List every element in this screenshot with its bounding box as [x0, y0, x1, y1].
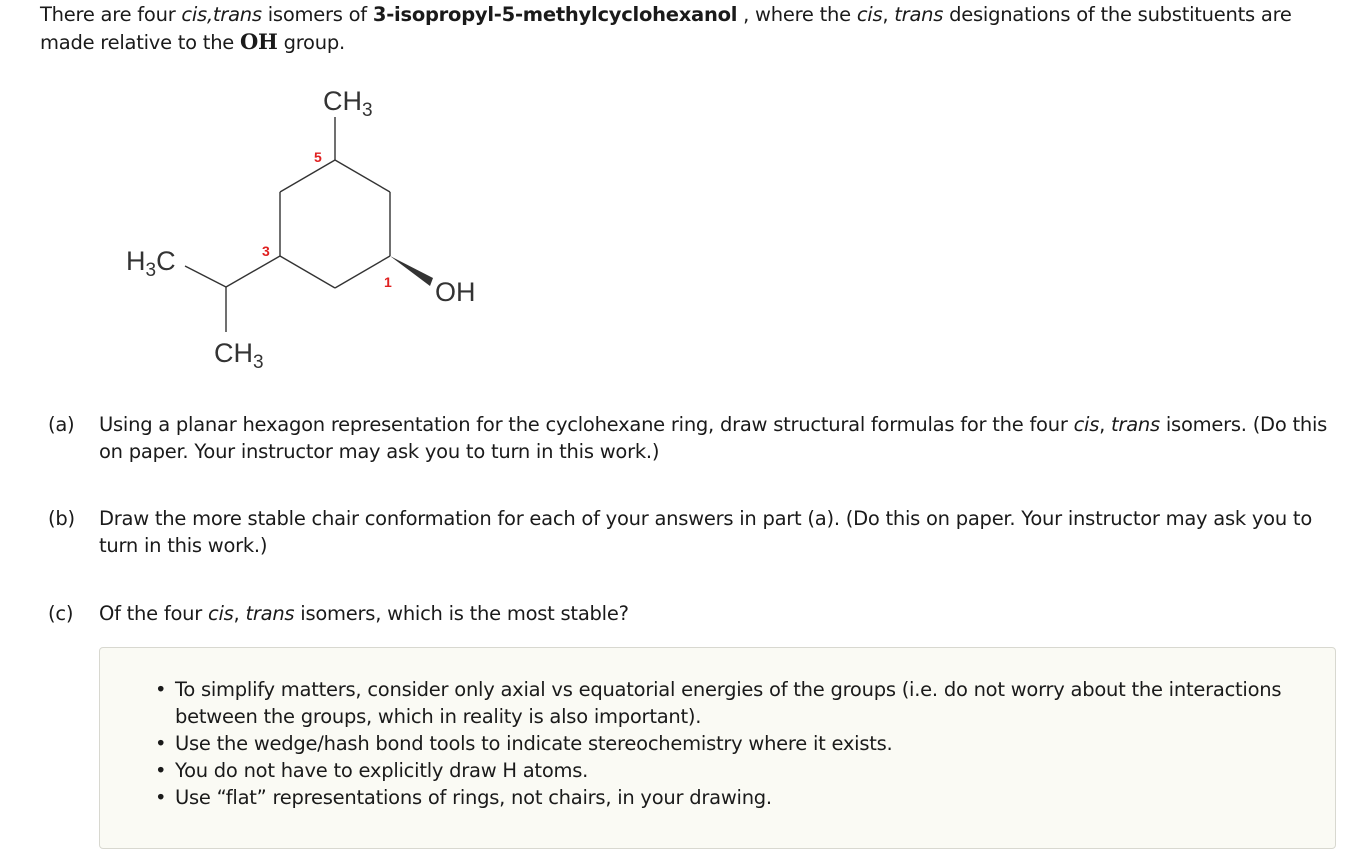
part-trans: trans	[245, 602, 295, 625]
hint-item	[155, 730, 1315, 757]
wedge-bond	[390, 256, 433, 286]
hydroxyl-label: OH	[435, 277, 476, 307]
ring-bond	[280, 160, 335, 192]
hint-item	[155, 784, 1315, 811]
intro-text: ,	[882, 3, 895, 26]
intro-cis: cis	[856, 3, 883, 26]
hint-text: Use “flat” representations of rings, not chairs, in your drawing.	[175, 786, 772, 809]
part-text	[99, 600, 1334, 627]
question-intro	[40, 1, 1340, 56]
hint-text: Use the wedge/hash bond tools to indicate stereochemistry where it exists.	[175, 732, 893, 755]
part-label: (b)	[48, 507, 75, 530]
hint-item	[155, 757, 1315, 784]
part-cis: cis	[207, 602, 234, 625]
part-text-segment: isomers. (Do this on paper. Your instructor may ask you to turn in this work.)	[99, 413, 1328, 463]
part-label: (c)	[48, 602, 74, 625]
isopropyl-bond	[226, 256, 280, 287]
methyl-bottom-label: $CH_3$	[214, 338, 264, 373]
oh-group-symbol: OH	[240, 29, 278, 54]
part-cis: cis	[1073, 413, 1100, 436]
part-text-segment: ,	[233, 602, 246, 625]
position-5-label: 5	[314, 149, 322, 165]
bullet-icon: •	[155, 732, 167, 755]
intro-text: isomers of	[261, 3, 373, 26]
hint-text: You do not have to explicitly draw H atoms.	[175, 759, 589, 782]
hint-text: To simplify matters, consider only axial vs equatorial energies of the groups (i.e. do not worry about the interactions between the groups, which in reality is also important).	[175, 678, 1282, 728]
part-text-segment: isomers, which is the most stable?	[294, 602, 629, 625]
part-trans: trans	[1111, 413, 1160, 436]
hint-item	[155, 676, 1315, 730]
bullet-icon: •	[155, 759, 167, 782]
molecule-structure	[100, 80, 520, 380]
intro-text: group.	[277, 31, 345, 54]
hint-box	[99, 647, 1336, 849]
hint-list	[155, 676, 1315, 811]
compound-name: 3-isopropyl-5-methylcyclohexanol	[372, 3, 738, 26]
bullet-icon: •	[155, 678, 167, 701]
part-text-segment: Of the four	[99, 602, 208, 625]
isopropyl-bond	[185, 266, 226, 287]
position-1-label: 1	[384, 274, 392, 290]
ring-bond	[335, 256, 390, 288]
intro-cistrans: cis,trans	[181, 3, 262, 26]
position-3-label: 3	[262, 243, 270, 259]
part-text: Draw the more stable chair conformation for each of your answers in part (a). (Do this on paper. Your instructor may ask you to turn in this work.)	[99, 507, 1312, 557]
part-label: (a)	[48, 413, 75, 436]
intro-trans: trans	[894, 3, 944, 26]
intro-text: , where the	[737, 3, 857, 26]
intro-text: designations of the substituents are made relative to the	[40, 3, 1292, 54]
methyl-top-label: $CH_3$	[323, 86, 373, 121]
methyl-left-label: $H_3C$	[126, 246, 176, 281]
part-text-segment: ,	[1099, 413, 1112, 436]
part-text	[99, 411, 1334, 465]
bullet-icon: •	[155, 786, 167, 809]
intro-text: There are four	[40, 3, 182, 26]
ring-bond	[280, 256, 335, 288]
part-text-segment: Using a planar hexagon representation for the cyclohexane ring, draw structural formulas for the four	[99, 413, 1074, 436]
ring-bond	[335, 160, 390, 192]
